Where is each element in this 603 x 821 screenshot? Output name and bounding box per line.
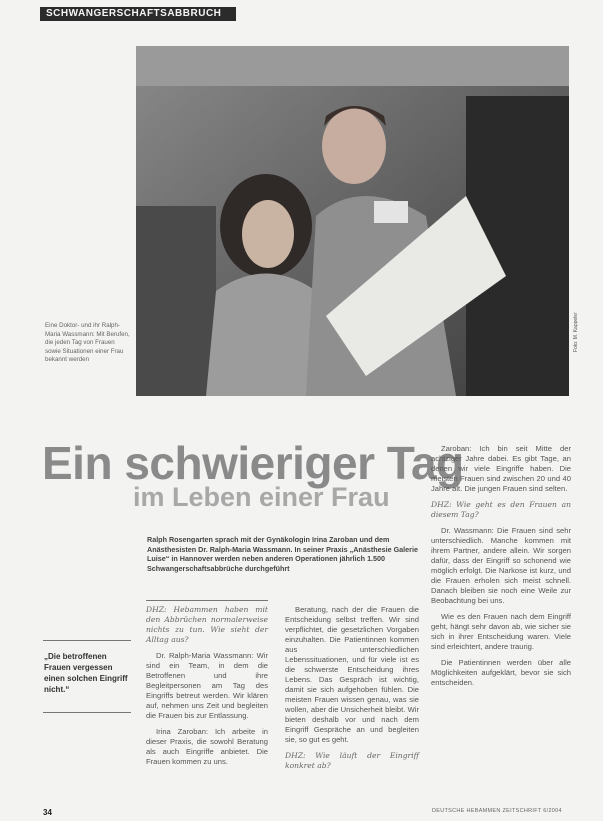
question: DHZ: Wie geht es den Frauen an diesem Tag? <box>431 500 571 519</box>
footer-publication: DEUTSCHE HEBAMMEN ZEITSCHRIFT 6/2004 <box>432 808 562 814</box>
question: DHZ: Hebammen haben mit den Abbrüchen normalerweise nichts zu tun. Wie sieht der Alltag aus? <box>146 605 268 644</box>
photo-credit: Foto: M. Kappeler <box>573 312 579 352</box>
section-header: SCHWANGERSCHAFTSABBRUCH <box>40 7 236 21</box>
paragraph: Die Patientinnen werden über alle Möglichkeiten aufgeklärt, bevor sie sich entscheiden. <box>431 658 571 687</box>
paragraph: Wie es den Frauen nach dem Eingriff geht, hängt sehr davon ab, wie sicher sie sich in ihrer Entscheidung waren. Viele sind erleichtert, andere traurig. <box>431 612 571 651</box>
page-number: 34 <box>43 808 52 817</box>
article-column-3 <box>431 444 571 694</box>
lead-paragraph: Ralph Rosengarten sprach mit der Gynäkologin Irina Zaroban und dem Anästhesisten Dr. Ralph-Maria Wassmann. In seiner Praxis „Anästhesie Galerie Luise“ in Hannover werden neben anderen Operationen jährlich 1.500 Schwangerschaftsabbrüche durchgeführt <box>147 535 418 573</box>
pullquote: „Die betroffenen Frauen vergessen einen solchen Eingriff nicht.“ <box>44 652 128 694</box>
paragraph: Dr. Ralph-Maria Wassmann: Wir sind ein Team, in dem die Betroffenen und ihre Begleitpersonen am Tag des Eingriffs betreut werden. Wir klären auf, nehmen uns Zeit und begleiten die Frauen bis zur Entlassung. <box>146 651 268 720</box>
photo-caption: Eine Doktor- und ihr Ralph-Maria Wassmann: Mit Berufen, die jeden Tag von Frauen sowie Situationen einer Frau bekannt werden <box>45 322 130 364</box>
article-photo <box>136 46 569 396</box>
article-column-2 <box>285 605 419 777</box>
article-column-1 <box>146 605 268 773</box>
paragraph: Beratung, nach der die Frauen die Entscheidung selbst treffen. Wir sind verpflichtet, die gesetzlichen Vorgaben einzuhalten. Die Patientinnen kommen aus unterschiedlichen Lebenssituationen, und für viele ist es die schwerste Entscheidung ihres Lebens. Das Gespräch ist wichtig, damit sie sich aufgehoben fühlen. Die meisten Frauen wissen genau, was sie wollen, aber die Unsicherheit bleibt. Wir bieten deshalb vor und nach dem Eingriff Gespräche an und begleiten sie, so gut es geht. <box>285 605 419 744</box>
column-rule-1 <box>146 600 268 601</box>
headline: Ein schwieriger Tag <box>42 437 464 489</box>
pullquote-rule-bottom <box>43 712 131 713</box>
question: DHZ: Wie läuft der Eingriff konkret ab? <box>285 751 419 770</box>
subheadline: im Leben einer Frau <box>133 482 390 512</box>
paragraph: Dr. Wassmann: Die Frauen sind sehr unterschiedlich. Manche kommen mit ihrem Partner, andere allein. Wir sorgen dafür, dass der Eingriff so schonend wie möglich erfolgt. Die Narkose ist kurz, und die Frauen erholen sich meist schnell. Danach bleiben sie noch eine Weile zur Beobachtung bei uns. <box>431 526 571 605</box>
paragraph: Irina Zaroban: Ich arbeite in dieser Praxis, die sowohl Beratung als auch Eingriffe anbietet. Die Frauen kommen zu uns. <box>146 727 268 766</box>
paragraph: Zaroban: Ich bin seit Mitte der achtziger Jahre dabei. Es gibt Tage, an denen wir viele Eingriffe haben. Die meisten Frauen sind zwischen 20 und 40 Jahre alt. Die jungen Frauen sind selten. <box>431 444 571 493</box>
photo-illustration <box>136 46 569 396</box>
pullquote-rule-top <box>43 640 131 641</box>
